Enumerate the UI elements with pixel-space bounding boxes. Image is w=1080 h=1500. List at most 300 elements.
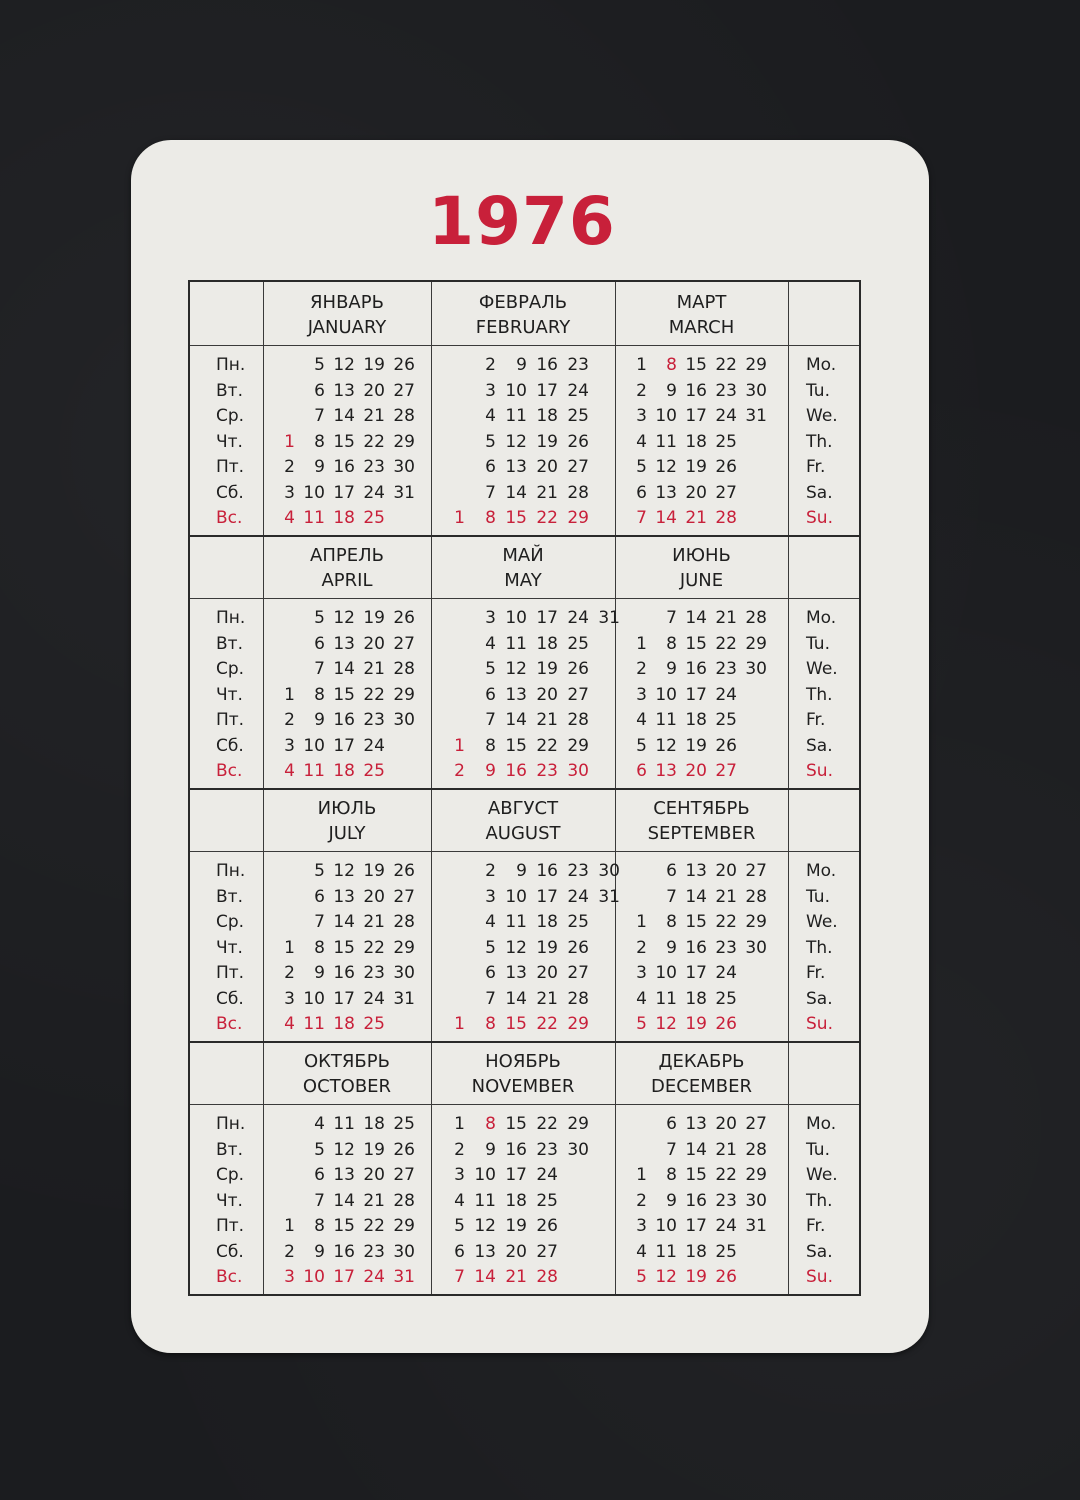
day-cell: 26	[393, 355, 415, 375]
weekday-label-ru: Ср.	[216, 659, 245, 679]
weekday-label-en: Th.	[806, 684, 833, 705]
day-cell: 4	[636, 431, 647, 452]
weekday-label-ru: Вс.	[216, 1014, 243, 1034]
day-cell: 11	[505, 406, 527, 426]
day-cell: 12	[333, 1139, 355, 1160]
day-cell: 29	[567, 1114, 589, 1134]
day-cell: 5	[485, 431, 496, 452]
day-cell: 1	[454, 1014, 465, 1034]
day-cell: 5	[314, 1139, 325, 1160]
day-cell: 29	[567, 735, 589, 756]
day-cell: 6	[454, 1241, 465, 1262]
weekday-label-en: Fr.	[806, 710, 826, 730]
day-cell: 14	[505, 710, 527, 730]
day-cell: 13	[333, 886, 355, 907]
day-cell: 20	[536, 457, 558, 477]
weekday-label-ru: Сб.	[216, 735, 244, 756]
day-cell: 14	[474, 1267, 496, 1287]
weekday-label-en: Tu.	[806, 1139, 830, 1160]
day-cell: 30	[745, 659, 767, 679]
weekday-label-ru: Пн.	[216, 861, 246, 881]
day-cell: 20	[363, 633, 385, 654]
day-cell: 22	[715, 912, 737, 932]
day-cell: 4	[485, 406, 496, 426]
day-cell: 14	[685, 1139, 707, 1160]
day-cell: 24	[715, 963, 737, 983]
weekday-label-ru: Пн.	[216, 608, 246, 628]
day-cell: 16	[333, 963, 355, 983]
day-cell: 24	[567, 886, 589, 907]
weekday-label-en: Su.	[806, 1014, 833, 1034]
day-cell: 12	[655, 1014, 677, 1034]
day-cell: 16	[536, 861, 558, 881]
day-cell: 20	[536, 963, 558, 983]
day-cell: 25	[715, 1241, 737, 1262]
month-name-en: JUNE	[679, 570, 724, 591]
day-cell: 11	[474, 1190, 496, 1211]
day-cell: 31	[393, 1267, 415, 1287]
day-cell: 12	[655, 735, 677, 756]
weekday-label-en: Fr.	[806, 1216, 826, 1236]
day-cell: 16	[333, 1241, 355, 1262]
day-cell: 11	[655, 431, 677, 452]
day-cell: 22	[536, 508, 558, 528]
day-cell: 13	[685, 861, 707, 881]
day-cell: 10	[303, 1267, 325, 1287]
day-cell: 27	[745, 861, 767, 881]
month-name-en: MAY	[504, 570, 542, 591]
weekday-label-ru: Пт.	[216, 710, 245, 730]
day-cell: 7	[314, 1190, 325, 1211]
day-cell: 15	[333, 431, 355, 452]
day-cell: 22	[363, 1216, 385, 1236]
day-cell: 6	[485, 457, 496, 477]
day-cell: 23	[715, 1190, 737, 1211]
weekday-label-en: Tu.	[806, 633, 830, 654]
weekday-label-en: Sa.	[806, 1241, 833, 1262]
day-cell: 30	[567, 1139, 589, 1160]
day-cell: 19	[363, 1139, 385, 1160]
weekday-label-ru: Вт.	[216, 886, 243, 907]
day-cell: 24	[536, 1165, 558, 1185]
month-name-ru: АПРЕЛЬ	[310, 545, 384, 566]
day-cell: 26	[715, 735, 737, 756]
weekday-label-ru: Сб.	[216, 1241, 244, 1262]
day-cell: 26	[567, 937, 589, 958]
year-title: 1976	[428, 183, 616, 260]
weekday-label-ru: Вт.	[216, 380, 243, 401]
day-cell: 23	[715, 937, 737, 958]
day-cell: 28	[393, 912, 415, 932]
day-cell: 8	[666, 355, 677, 375]
weekday-label-en: Sa.	[806, 735, 833, 756]
header-divider	[190, 851, 859, 852]
weekday-label-ru: Пн.	[216, 355, 246, 375]
header-divider	[190, 1104, 859, 1105]
day-cell: 26	[715, 1014, 737, 1034]
day-cell: 2	[636, 380, 647, 401]
day-cell: 13	[333, 380, 355, 401]
month-name-january	[263, 290, 431, 340]
day-cell: 20	[505, 1241, 527, 1262]
day-cell: 6	[485, 684, 496, 705]
day-cell: 12	[505, 431, 527, 452]
day-cell: 7	[636, 508, 647, 528]
day-cell: 24	[363, 988, 385, 1009]
day-cell: 16	[333, 710, 355, 730]
weekday-label-ru: Вт.	[216, 1139, 243, 1160]
day-cell: 21	[685, 508, 707, 528]
day-cell: 26	[393, 1139, 415, 1160]
day-cell: 18	[685, 988, 707, 1009]
day-cell: 18	[536, 912, 558, 932]
day-cell: 2	[284, 710, 295, 730]
day-cell: 1	[636, 355, 647, 375]
month-name-en: JANUARY	[307, 317, 387, 338]
weekday-label-ru: Вс.	[216, 761, 243, 781]
month-name-ru: ФЕВРАЛЬ	[478, 292, 568, 313]
day-cell: 5	[314, 608, 325, 628]
day-cell: 18	[333, 1014, 355, 1034]
day-cell: 24	[363, 1267, 385, 1287]
day-cell: 22	[715, 633, 737, 654]
weekday-label-en: We.	[806, 406, 838, 426]
day-cell: 9	[314, 457, 325, 477]
day-cell: 1	[454, 735, 465, 756]
header-divider	[190, 598, 859, 599]
day-cell: 29	[745, 633, 767, 654]
day-cell: 23	[363, 457, 385, 477]
day-cell: 7	[666, 1139, 677, 1160]
day-cell: 12	[655, 1267, 677, 1287]
day-cell: 28	[536, 1267, 558, 1287]
day-cell: 13	[505, 684, 527, 705]
day-cell: 21	[715, 886, 737, 907]
day-cell: 22	[715, 1165, 737, 1185]
day-cell: 3	[485, 380, 496, 401]
month-name-ru: ЯНВАРЬ	[310, 292, 384, 313]
day-cell: 20	[536, 684, 558, 705]
weekday-label-en: Th.	[806, 431, 833, 452]
day-cell: 8	[666, 912, 677, 932]
month-name-june	[615, 543, 788, 593]
day-cell: 1	[636, 633, 647, 654]
day-cell: 26	[393, 861, 415, 881]
month-name-ru: МАРТ	[676, 292, 727, 313]
day-cell: 22	[536, 1114, 558, 1134]
day-cell: 29	[745, 355, 767, 375]
day-cell: 21	[363, 406, 385, 426]
day-cell: 5	[636, 1267, 647, 1287]
weekday-label-ru: Вт.	[216, 633, 243, 654]
day-cell: 23	[567, 355, 589, 375]
day-cell: 29	[567, 508, 589, 528]
day-cell: 25	[567, 912, 589, 932]
weekday-label-en: Mo.	[806, 861, 837, 881]
day-cell: 22	[363, 431, 385, 452]
day-cell: 16	[333, 457, 355, 477]
day-cell: 27	[393, 1165, 415, 1185]
day-cell: 19	[505, 1216, 527, 1236]
day-cell: 17	[685, 963, 707, 983]
day-cell: 28	[567, 710, 589, 730]
day-cell: 24	[715, 1216, 737, 1236]
weekday-label-en: We.	[806, 912, 838, 932]
day-cell: 29	[393, 684, 415, 705]
weekday-label-en: Th.	[806, 937, 833, 958]
day-cell: 17	[505, 1165, 527, 1185]
day-cell: 4	[636, 710, 647, 730]
day-cell: 20	[685, 482, 707, 503]
month-name-july	[263, 796, 431, 846]
day-cell: 22	[363, 937, 385, 958]
day-cell: 27	[393, 886, 415, 907]
day-cell: 14	[685, 608, 707, 628]
block-divider	[190, 1041, 859, 1043]
day-cell: 7	[485, 482, 496, 503]
day-cell: 22	[536, 735, 558, 756]
day-cell: 12	[333, 861, 355, 881]
weekday-label-ru: Ср.	[216, 406, 245, 426]
day-cell: 24	[715, 406, 737, 426]
day-cell: 19	[685, 735, 707, 756]
weekday-label-en: Sa.	[806, 482, 833, 503]
day-cell: 7	[314, 406, 325, 426]
day-cell: 13	[505, 963, 527, 983]
day-cell: 6	[636, 482, 647, 503]
day-cell: 11	[303, 1014, 325, 1034]
day-cell: 12	[505, 659, 527, 679]
day-cell: 6	[485, 963, 496, 983]
day-cell: 18	[536, 406, 558, 426]
day-cell: 30	[393, 1241, 415, 1262]
day-cell: 13	[685, 1114, 707, 1134]
day-cell: 28	[745, 608, 767, 628]
day-cell: 1	[284, 1216, 295, 1236]
day-cell: 19	[363, 608, 385, 628]
day-cell: 10	[655, 963, 677, 983]
day-cell: 9	[666, 1190, 677, 1211]
day-cell: 27	[536, 1241, 558, 1262]
day-cell: 15	[685, 633, 707, 654]
day-cell: 4	[485, 633, 496, 654]
day-cell: 6	[636, 761, 647, 781]
month-name-ru: ИЮНЬ	[672, 545, 731, 566]
day-cell: 17	[536, 886, 558, 907]
day-cell: 12	[655, 457, 677, 477]
day-cell: 30	[598, 861, 620, 881]
day-cell: 6	[314, 380, 325, 401]
day-cell: 8	[485, 508, 496, 528]
month-name-en: AUGUST	[485, 823, 561, 844]
day-cell: 2	[485, 355, 496, 375]
day-cell: 2	[636, 659, 647, 679]
day-cell: 18	[363, 1114, 385, 1134]
day-cell: 16	[536, 355, 558, 375]
day-cell: 9	[485, 1139, 496, 1160]
day-cell: 1	[284, 431, 295, 452]
month-name-en: FEBRUARY	[475, 317, 571, 338]
day-cell: 4	[284, 761, 295, 781]
day-cell: 30	[745, 1190, 767, 1211]
day-cell: 21	[536, 482, 558, 503]
day-cell: 9	[314, 963, 325, 983]
day-cell: 20	[685, 761, 707, 781]
day-cell: 3	[636, 1216, 647, 1236]
day-cell: 2	[636, 1190, 647, 1211]
weekday-label-ru: Вс.	[216, 508, 243, 528]
day-cell: 17	[685, 406, 707, 426]
day-cell: 5	[485, 937, 496, 958]
day-cell: 28	[393, 659, 415, 679]
day-cell: 15	[505, 508, 527, 528]
day-cell: 29	[393, 1216, 415, 1236]
day-cell: 27	[567, 684, 589, 705]
weekday-label-ru: Чт.	[216, 684, 243, 705]
month-name-en: OCTOBER	[302, 1076, 392, 1097]
day-cell: 25	[715, 710, 737, 730]
day-cell: 23	[363, 710, 385, 730]
day-cell: 27	[715, 482, 737, 503]
day-cell: 8	[666, 1165, 677, 1185]
day-cell: 30	[393, 710, 415, 730]
month-name-en: JULY	[328, 823, 366, 844]
day-cell: 26	[715, 1267, 737, 1287]
day-cell: 13	[333, 633, 355, 654]
weekday-label-en: We.	[806, 659, 838, 679]
day-cell: 17	[536, 380, 558, 401]
weekday-label-en: Fr.	[806, 457, 826, 477]
day-cell: 16	[685, 380, 707, 401]
month-name-en: APRIL	[321, 570, 373, 591]
day-cell: 4	[454, 1190, 465, 1211]
day-cell: 24	[567, 608, 589, 628]
day-cell: 14	[505, 482, 527, 503]
day-cell: 5	[485, 659, 496, 679]
day-cell: 25	[393, 1114, 415, 1134]
day-cell: 3	[485, 886, 496, 907]
day-cell: 21	[363, 659, 385, 679]
day-cell: 15	[505, 1014, 527, 1034]
day-cell: 16	[685, 659, 707, 679]
day-cell: 4	[284, 508, 295, 528]
day-cell: 17	[536, 608, 558, 628]
day-cell: 15	[685, 355, 707, 375]
day-cell: 22	[536, 1014, 558, 1034]
day-cell: 12	[333, 608, 355, 628]
day-cell: 7	[666, 886, 677, 907]
day-cell: 27	[745, 1114, 767, 1134]
day-cell: 3	[284, 735, 295, 756]
day-cell: 10	[474, 1165, 496, 1185]
day-cell: 31	[393, 482, 415, 503]
day-cell: 19	[685, 457, 707, 477]
day-cell: 25	[363, 761, 385, 781]
day-cell: 19	[685, 1014, 707, 1034]
day-cell: 3	[636, 684, 647, 705]
day-cell: 1	[454, 1114, 465, 1134]
day-cell: 28	[567, 988, 589, 1009]
day-cell: 5	[314, 861, 325, 881]
day-cell: 24	[567, 380, 589, 401]
weekday-label-en: Tu.	[806, 380, 830, 401]
day-cell: 8	[314, 937, 325, 958]
month-name-en: NOVEMBER	[471, 1076, 575, 1097]
day-cell: 10	[303, 482, 325, 503]
day-cell: 4	[636, 988, 647, 1009]
day-cell: 8	[485, 1014, 496, 1034]
day-cell: 23	[715, 659, 737, 679]
header-divider	[190, 345, 859, 346]
day-cell: 17	[333, 988, 355, 1009]
day-cell: 16	[685, 937, 707, 958]
day-cell: 25	[363, 508, 385, 528]
month-name-ru: НОЯБРЬ	[485, 1051, 561, 1072]
day-cell: 31	[598, 886, 620, 907]
day-cell: 3	[284, 988, 295, 1009]
day-cell: 14	[505, 988, 527, 1009]
day-cell: 23	[715, 380, 737, 401]
day-cell: 7	[454, 1267, 465, 1287]
weekday-label-ru: Пт.	[216, 457, 245, 477]
month-name-en: DECEMBER	[651, 1076, 752, 1097]
day-cell: 2	[284, 963, 295, 983]
month-name-october	[263, 1049, 431, 1099]
day-cell: 13	[655, 761, 677, 781]
day-cell: 31	[598, 608, 620, 628]
day-cell: 9	[485, 761, 496, 781]
day-cell: 29	[393, 431, 415, 452]
day-cell: 8	[314, 684, 325, 705]
day-cell: 28	[745, 886, 767, 907]
weekday-label-en: Th.	[806, 1190, 833, 1211]
day-cell: 3	[636, 963, 647, 983]
day-cell: 17	[333, 482, 355, 503]
day-cell: 18	[685, 710, 707, 730]
day-cell: 27	[567, 963, 589, 983]
day-cell: 6	[314, 886, 325, 907]
day-cell: 16	[505, 761, 527, 781]
day-cell: 25	[715, 988, 737, 1009]
day-cell: 16	[505, 1139, 527, 1160]
day-cell: 11	[303, 508, 325, 528]
day-cell: 30	[745, 380, 767, 401]
weekday-label-en: Mo.	[806, 1114, 837, 1134]
day-cell: 8	[485, 735, 496, 756]
day-cell: 26	[393, 608, 415, 628]
day-cell: 18	[685, 1241, 707, 1262]
weekday-label-ru: Вс.	[216, 1267, 243, 1287]
day-cell: 9	[666, 659, 677, 679]
day-cell: 27	[393, 380, 415, 401]
weekday-label-en: Mo.	[806, 355, 837, 375]
day-cell: 29	[393, 937, 415, 958]
month-name-ru: АВГУСТ	[487, 798, 559, 819]
weekday-label-ru: Пт.	[216, 1216, 245, 1236]
day-cell: 19	[685, 1267, 707, 1287]
day-cell: 4	[485, 912, 496, 932]
month-name-ru: ИЮЛЬ	[317, 798, 377, 819]
day-cell: 2	[485, 861, 496, 881]
block-divider	[190, 535, 859, 537]
day-cell: 14	[655, 508, 677, 528]
day-cell: 21	[536, 710, 558, 730]
day-cell: 11	[303, 761, 325, 781]
month-name-december	[615, 1049, 788, 1099]
day-cell: 24	[363, 482, 385, 503]
day-cell: 2	[284, 1241, 295, 1262]
day-cell: 13	[505, 457, 527, 477]
